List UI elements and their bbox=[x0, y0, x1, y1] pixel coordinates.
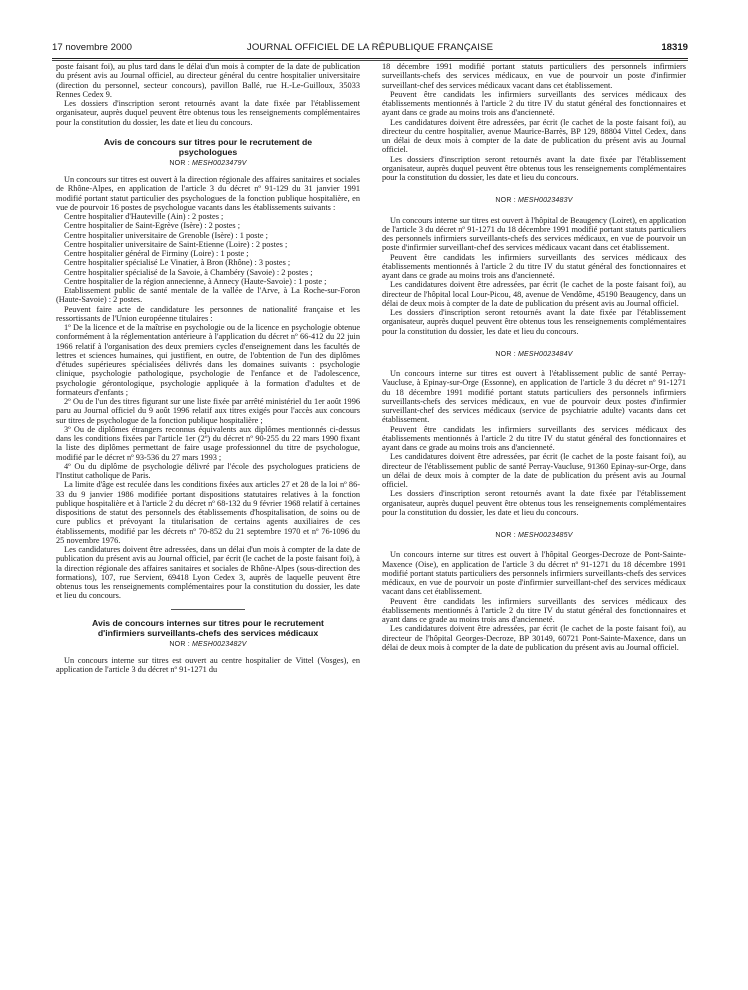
list-item: Centre hospitalier de Saint-Egrève (Isère) : 2 postes ; bbox=[64, 221, 241, 231]
paragraph: Les candidatures doivent être adressées, dans un délai d'un mois à compter de la date de publication du présent avis au Journal officiel, par écrit (le cachet de la poste faisant foi), à la direction régionale des affaires sanitaires et sociales de Rhône-Alpes (sous-direction des formations), 107, rue Servient, 69418 Lyon Cedex 3, auprès de laquelle peuvent être obtenus tous les renseignements complémentaires pour la constitution du dossier, les date et lieu du concours. bbox=[56, 545, 360, 601]
paragraph: Peuvent faire acte de candidature les personnes de nationalité française et les ressortissants de l'Union européenne titulaires : bbox=[56, 304, 360, 323]
paragraph: poste faisant foi), au plus tard dans le délai d'un mois à compter de la date de publication du présent avis au Journal officiel, au directeur général du centre hospitalier universitaire (direction du personnel, secteur concours), pavillon Ballé, rue H.-Le-Guilloux, 35033 Rennes Cedex 9. bbox=[56, 62, 360, 99]
page-number: 18319 bbox=[661, 42, 688, 53]
nor-label: NOR : bbox=[495, 197, 516, 205]
paragraph: 1º De la licence et de la maîtrise en psychologie ou de la licence en psychologie obtenue conformément à la réglementation antérieure à l'application du décret nº 66-412 du 22 juin 1966 relatif à l'organisation des deux premiers cycles d'enseignement dans les facultés de lettres et sciences humaines, qui justifient, en outre, de l'obtention de l'un des diplômes d'études supérieures spécialisées délivrés dans les domaines suivants : psychologie clinique, psychologie pathologique, psychologie de l'enfance et de l'adolescence, psychologie gérontologique, psychologie appliquée à la formation d'adultes et de formateurs d'enfants ; bbox=[56, 323, 360, 397]
paragraph: Les dossiers d'inscription seront retournés avant la date fixée par l'établissement organisateur, auprès duquel peuvent être obtenus tous les renseignements complémentaires pour la constitution du dossier, les date et lieu du concours. bbox=[382, 154, 686, 182]
header-date: 17 novembre 2000 bbox=[52, 42, 133, 53]
paragraph: Les dossiers d'inscription seront retournés avant la date fixée par l'établissement organisateur, auprès duquel peuvent être obtenus tous les renseignements complémentaires pour la constitution du dossier, les date et lieu du concours. bbox=[382, 489, 686, 517]
nor-reference bbox=[382, 196, 686, 205]
paragraph: Un concours interne sur titres est ouvert à l'hôpital de Beaugency (Loiret), en application de l'article 3 du décret nº 91-1271 du 18 décembre 1991 modifié portant statuts particuliers des personnels infirmiers surveillants-chefs des services médicaux, en vue de pourvoir un poste d'infirmier surveillant-chef des services médicaux vacant dans cet établissement. bbox=[382, 215, 686, 253]
paragraph: Les candidatures doivent être adressées, par écrit (le cachet de la poste faisant foi), au directeur du centre hospitalier, avenue Maurice-Barrès, BP 129, 88804 Vittel Cedex, dans un délai de deux mois à compter de la date de publication du présent avis au Journal officiel. bbox=[382, 117, 686, 155]
nor-reference bbox=[56, 159, 360, 168]
paragraph: 3º Ou de diplômes étrangers reconnus équivalents aux diplômes mentionnés ci-dessus dans les conditions fixées par l'article 1er (2º) du décret nº 90-255 du 22 mars 1990 fixant la liste des diplômes permettant de faire usage professionnel du titre de psychologue, modifié par le décret nº 93-536 du 27 mars 1993 ; bbox=[56, 424, 360, 462]
journal-title: JOURNAL OFFICIEL DE LA RÉPUBLIQUE FRANÇAISE bbox=[246, 42, 494, 53]
paragraph: Un concours interne sur titres est ouvert au centre hospitalier de Vittel (Vosges), en application de l'article 3 du décret nº 91-1271 du bbox=[56, 655, 360, 674]
list-item: Centre hospitalier d'Hauteville (Ain) : 2 postes ; bbox=[64, 212, 224, 221]
paragraph: Les candidatures doivent être adressées, par écrit (le cachet de la poste faisant foi), au directeur de l'hôpital Georges-Decroze, BP 30149, 60721 Pont-Sainte-Maxence, dans un délai de deux mois à compter de la date de publication du présent avis au Journal officiel. bbox=[382, 624, 686, 652]
nor-code: MESH0023479V bbox=[192, 159, 247, 167]
list-item: Etablissement public de santé mentale de la vallée de l'Arve, à La Roche-sur-Foron (Haute-Savoie) : 2 postes. bbox=[56, 286, 360, 305]
paragraph: Un concours interne sur titres est ouvert à l'établissement public de santé Perray-Vaucluse, à Epinay-sur-Orge (Essonne), en application de l'article 3 du décret nº 91-1271 du 18 décembre 1991 modifié portant statuts particuliers des personnels infirmiers surveillants-chefs des services médicaux, en vue de pourvoir deux postes d'infirmier surveillant-chef des services médicaux (service de psychiatrie adulte) vacants dans cet établissement. bbox=[382, 369, 686, 425]
paragraph: Un concours interne sur titres est ouvert à l'hôpital Georges-Decroze de Pont-Sainte-Maxence (Oise), en application de l'article 3 du décret nº 91-1271 du 18 décembre 1991 modifié portant statuts particuliers des personnels infirmiers surveillants-chefs des services médicaux, en vue de pourvoir un poste d'infirmier surveillant-chef des services médicaux vacant dans cet établissement. bbox=[382, 550, 686, 597]
list-item: Centre hospitalier universitaire de Grenoble (Isère) : 1 poste ; bbox=[64, 230, 268, 240]
paragraph: Peuvent être candidats les infirmiers surveillants des services médicaux des établissements mentionnés à l'article 2 du titre IV du statut général des fonctionnaires et ayant dans ce grade au moins trois ans d'ancienneté. bbox=[382, 89, 686, 118]
nor-reference bbox=[56, 640, 360, 649]
paragraph: Peuvent être candidats les infirmiers surveillants des services médicaux des établissements mentionnés à l'article 2 du titre IV du statut général des fonctionnaires et ayant dans ce grade au moins trois ans d'ancienneté. bbox=[382, 252, 686, 280]
list-item: Centre hospitalier de la région annecienne, à Annecy (Haute-Savoie) : 1 poste ; bbox=[64, 276, 327, 286]
section-title-infirmiers: Avis de concours internes sur titres pour le recrutement d'infirmiers surveillants-chefs des services médicaux bbox=[92, 617, 324, 638]
nor-label: NOR : bbox=[169, 159, 190, 167]
paragraph: Peuvent être candidats les infirmiers surveillants des services médicaux des établissements mentionnés à l'article 2 du titre IV du statut général des fonctionnaires et ayant dans ce grade au moins trois ans d'ancienneté. bbox=[382, 424, 686, 452]
header-rule-thin bbox=[52, 60, 688, 61]
paragraph: Les dossiers d'inscription seront retournés avant la date fixée par l'établissement organisateur, auprès duquel peuvent être obtenus tous les renseignements complémentaires pour la constitution du dossier, les date et lieu du concours. bbox=[56, 99, 360, 127]
list-item: Centre hospitalier spécialisé de la Savoie, à Chambéry (Savoie) : 2 postes ; bbox=[64, 267, 313, 277]
list-item: Centre hospitalier universitaire de Saint-Etienne (Loire) : 2 postes ; bbox=[64, 239, 288, 249]
paragraph: Les candidatures doivent être adressées, par écrit (le cachet de la poste faisant foi), au directeur de l'établissement public de santé Perray-Vaucluse, 91360 Epinay-sur-Orge, dans un délai de deux mois à compter de la date de publication du présent avis au Journal officiel. bbox=[382, 452, 686, 489]
paragraph: Les candidatures doivent être adressées, par écrit (le cachet de la poste faisant foi), au directeur de l'hôpital local Lour-Picou, 48, avenue de Vendôme, 45190 Beaugency, dans un délai de deux mois à compter de la date de publication du présent avis au Journal officiel. bbox=[382, 280, 686, 308]
paragraph: 18 décembre 1991 modifié portant statuts particuliers des personnels infirmiers surveillants-chefs des services médicaux, en vue de pourvoir un poste d'infirmier surveillant-chef des services médicaux vacant dans cet établissement. bbox=[382, 62, 686, 90]
nor-reference bbox=[382, 531, 686, 540]
section-divider bbox=[171, 609, 245, 610]
nor-label: NOR : bbox=[495, 350, 516, 358]
left-column bbox=[56, 62, 360, 982]
paragraph: 2º Ou de l'un des titres figurant sur une liste fixée par arrêté ministériel du 1er août 1996 paru au Journal officiel du 9 août 1996 relatif aux titres exigés pour l'accès aux concours sur titres de psychologue de la fonction publique hospitalière ; bbox=[56, 397, 360, 425]
nor-code: MESH0023485V bbox=[518, 532, 573, 539]
section-title-psychologues: Avis de concours sur titres pour le recrutement de psychologues bbox=[103, 136, 313, 157]
nor-label: NOR : bbox=[495, 532, 516, 539]
paragraph: Les dossiers d'inscription seront retournés avant la date fixée par l'établissement organisateur, auprès duquel peuvent être obtenus tous les renseignements complémentaires pour la constitution du dossier, les date et lieu du concours. bbox=[382, 308, 686, 336]
nor-label: NOR : bbox=[169, 640, 190, 648]
paragraph: Un concours sur titres est ouvert à la direction régionale des affaires sanitaires et sociales de Rhône-Alpes, en application de l'article 3 du décret nº 91-129 du 31 janvier 1991 modifié portant statut particulier des psychologues de la fonction publique hospitalière, en vue de pourvoir 16 postes de psychologue vacants dans les établissements suivants : bbox=[56, 175, 360, 212]
nor-code: MESH0023482V bbox=[192, 640, 247, 648]
header-rule bbox=[52, 58, 688, 59]
nor-reference bbox=[382, 350, 686, 359]
list-item: Centre hospitalier général de Firminy (Loire) : 1 poste ; bbox=[64, 249, 249, 258]
paragraph: 4º Ou du diplôme de psychologie délivré par l'école des psychologues praticiens de l'Institut catholique de Paris. bbox=[56, 461, 360, 480]
paragraph: Peuvent être candidats les infirmiers surveillants des services médicaux des établissements mentionnés à l'article 2 du titre IV du statut général des fonctionnaires et ayant dans ce grade au moins trois ans d'ancienneté. bbox=[382, 596, 686, 624]
nor-code: MESH0023484V bbox=[518, 350, 573, 358]
running-header bbox=[52, 40, 688, 56]
list-item: Centre hospitalier spécialisé Le Vinatier, à Bron (Rhône) : 3 postes ; bbox=[64, 258, 291, 268]
nor-code: MESH0023483V bbox=[518, 197, 573, 205]
right-column bbox=[382, 62, 686, 982]
paragraph: La limite d'âge est reculée dans les conditions fixées aux articles 27 et 28 de la loi nº 86-33 du 9 janvier 1986 modifiée portant dispositions statutaires relatives à la fonction publique hospitalière et à l'article 2 du décret nº 68-132 du 9 février 1968 relatif à certaines dispositions de statut des personnels des établissements d'hospitalisation, de soins ou de cure publics et prévoyant la titularisation de certains agents auxiliaires de ces établissements, modifié par les décrets nº 70-852 du 21 septembre 1970 et nº 76-1096 du 25 novembre 1976. bbox=[56, 480, 360, 545]
